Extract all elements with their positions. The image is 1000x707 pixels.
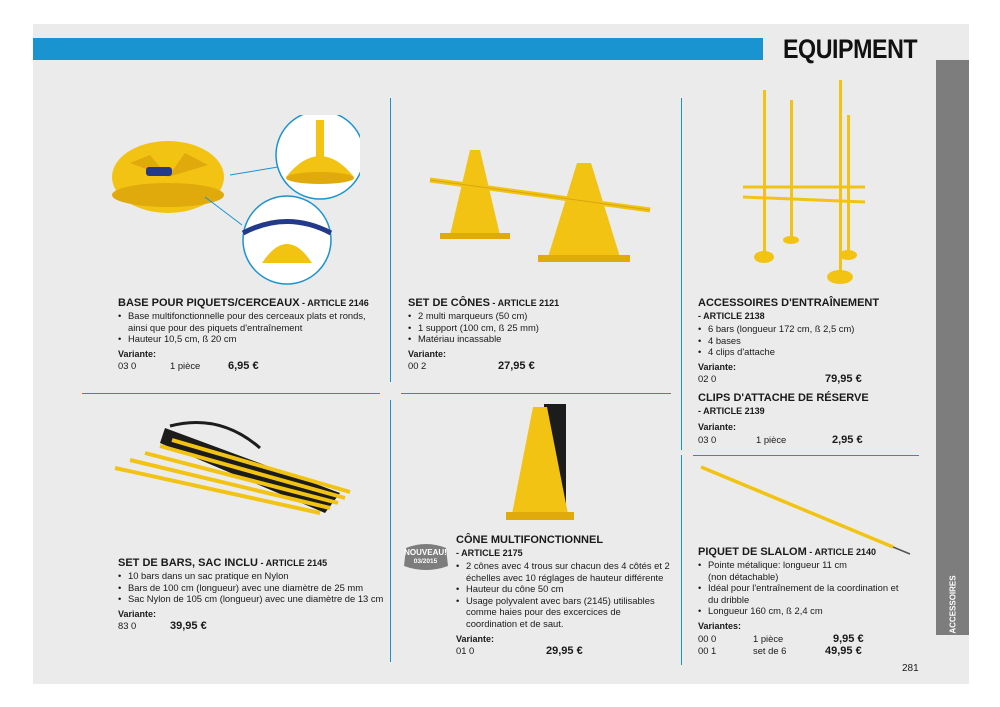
product-bullet: • Hauteur du cône 50 cm <box>456 583 678 595</box>
product-bullet: • Bars de 100 cm (longueur) avec une diamètre de 25 mm <box>118 582 388 594</box>
product-image-multi-cone <box>500 402 580 527</box>
product-bullet-cont: échelles avec 10 réglages de hauteur différente <box>466 571 664 583</box>
variant-row: 83 0 39,95 € <box>118 620 207 633</box>
new-badge-text <box>402 548 449 566</box>
product-bullet: • Idéal pour l'entraînement de la coordination et <box>698 582 923 594</box>
product-card-2121 <box>408 297 673 373</box>
variant-label: Variante: <box>698 361 737 372</box>
product-image-slalom-pole <box>698 462 913 557</box>
product-article: - ARTICLE 2175 <box>456 548 523 558</box>
variant-row: 03 0 1 pièce 2,95 € <box>698 433 863 446</box>
row-divider <box>693 455 919 456</box>
product-bullet-cont: comme haies pour des excercices de <box>466 606 621 618</box>
product-title: BASE POUR PIQUETS/CERCEAUX - ARTICLE 2146 <box>118 297 369 309</box>
product-bullet: • Sac Nylon de 105 cm (longueur) avec une diamètre de 13 cm <box>118 593 388 605</box>
product-bullet: • Longueur 160 cm, ß 2,4 cm <box>698 605 923 617</box>
product-card-2146 <box>118 297 383 373</box>
column-divider <box>390 400 391 662</box>
column-divider <box>681 98 682 450</box>
variant-label: Variante: <box>118 348 157 359</box>
product-article: - ARTICLE 2138 <box>698 311 765 321</box>
variant-row: 02 0 79,95 € <box>698 373 862 386</box>
variant-label: Variante: <box>698 422 737 432</box>
page-title: EQUIPMENT <box>783 34 918 64</box>
product-title: CLIPS D'ATTACHE DE RÉSERVE <box>698 392 869 404</box>
product-card-2138 <box>698 297 923 386</box>
product-bullet: • 10 bars dans un sac pratique en Nylon <box>118 570 388 582</box>
variant-row: 00 1 set de 6 49,95 € <box>698 645 862 658</box>
product-title: ACCESSOIRES D'ENTRAÎNEMENT <box>698 297 880 309</box>
product-bullet: • 1 support (100 cm, ß 25 mm) <box>408 322 673 334</box>
variant-row: 03 0 1 pièce 6,95 € <box>118 360 259 373</box>
column-divider <box>681 455 682 665</box>
variant-row: 00 2 27,95 € <box>408 360 535 373</box>
product-bullet: • 2 cônes avec 4 trous sur chacun des 4 côtés et 2 <box>456 560 678 572</box>
page-number: 281 <box>902 663 919 674</box>
product-bullet: • Usage polyvalent avec bars (2145) utilisables <box>456 595 678 607</box>
product-title: SET DE CÔNES - ARTICLE 2121 <box>408 297 560 309</box>
variant-row: 01 0 29,95 € <box>456 645 583 658</box>
variant-label: Variante: <box>408 348 447 359</box>
badge-date: 03/2015 <box>413 558 438 565</box>
product-bullet: • Pointe métalique: longueur 11 cm <box>698 559 923 571</box>
product-image-training-set <box>735 75 875 290</box>
variant-label: Variante: <box>118 608 157 619</box>
variant-label: Variantes: <box>698 620 742 631</box>
product-image-bars-bag <box>110 418 355 528</box>
product-bullet: • Base multifonctionnelle pour des cerceaux plats et ronds, <box>118 310 383 322</box>
product-title: SET DE BARS, SAC INCLU - ARTICLE 2145 <box>118 557 328 569</box>
variant-row: 00 0 1 pièce 9,95 € <box>698 632 864 645</box>
product-bullet-cont: coordination et de saut. <box>466 617 564 629</box>
product-image-base <box>110 115 360 285</box>
column-divider <box>390 98 391 382</box>
product-image-cones <box>425 145 665 270</box>
product-article: - ARTICLE 2139 <box>698 406 765 416</box>
side-tab <box>936 60 969 635</box>
row-divider <box>401 393 671 394</box>
product-bullet: • Hauteur 10,5 cm, ß 20 cm <box>118 333 383 345</box>
product-bullet: • 6 bars (longueur 172 cm, ß 2,5 cm) <box>698 323 923 335</box>
variant-label: Variante: <box>456 633 495 644</box>
product-bullet-cont: du dribble <box>708 593 750 605</box>
product-bullet: • 4 clips d'attache <box>698 346 923 358</box>
header-accent-bar <box>33 38 763 60</box>
product-title: CÔNE MULTIFONCTIONNEL <box>456 534 604 546</box>
product-title: PIQUET DE SLALOM - ARTICLE 2140 <box>698 546 876 558</box>
product-bullet: • 2 multi marqueurs (50 cm) <box>408 310 673 322</box>
product-bullet: • Matériau incassable <box>408 333 673 345</box>
product-card-2140 <box>698 546 923 658</box>
side-tab-label: ACCESSOIRES <box>948 575 958 634</box>
product-card-2145 <box>118 557 388 633</box>
product-card-2139 <box>698 392 923 446</box>
product-card-2175 <box>456 534 678 658</box>
product-bullet-cont: ainsi que pour des piquets d'entraînement <box>128 321 303 333</box>
row-divider <box>82 393 380 394</box>
badge-label: NOUVEAU! <box>404 548 447 557</box>
product-bullet: • 4 bases <box>698 335 923 347</box>
product-bullet-cont: (non détachable) <box>708 570 779 582</box>
